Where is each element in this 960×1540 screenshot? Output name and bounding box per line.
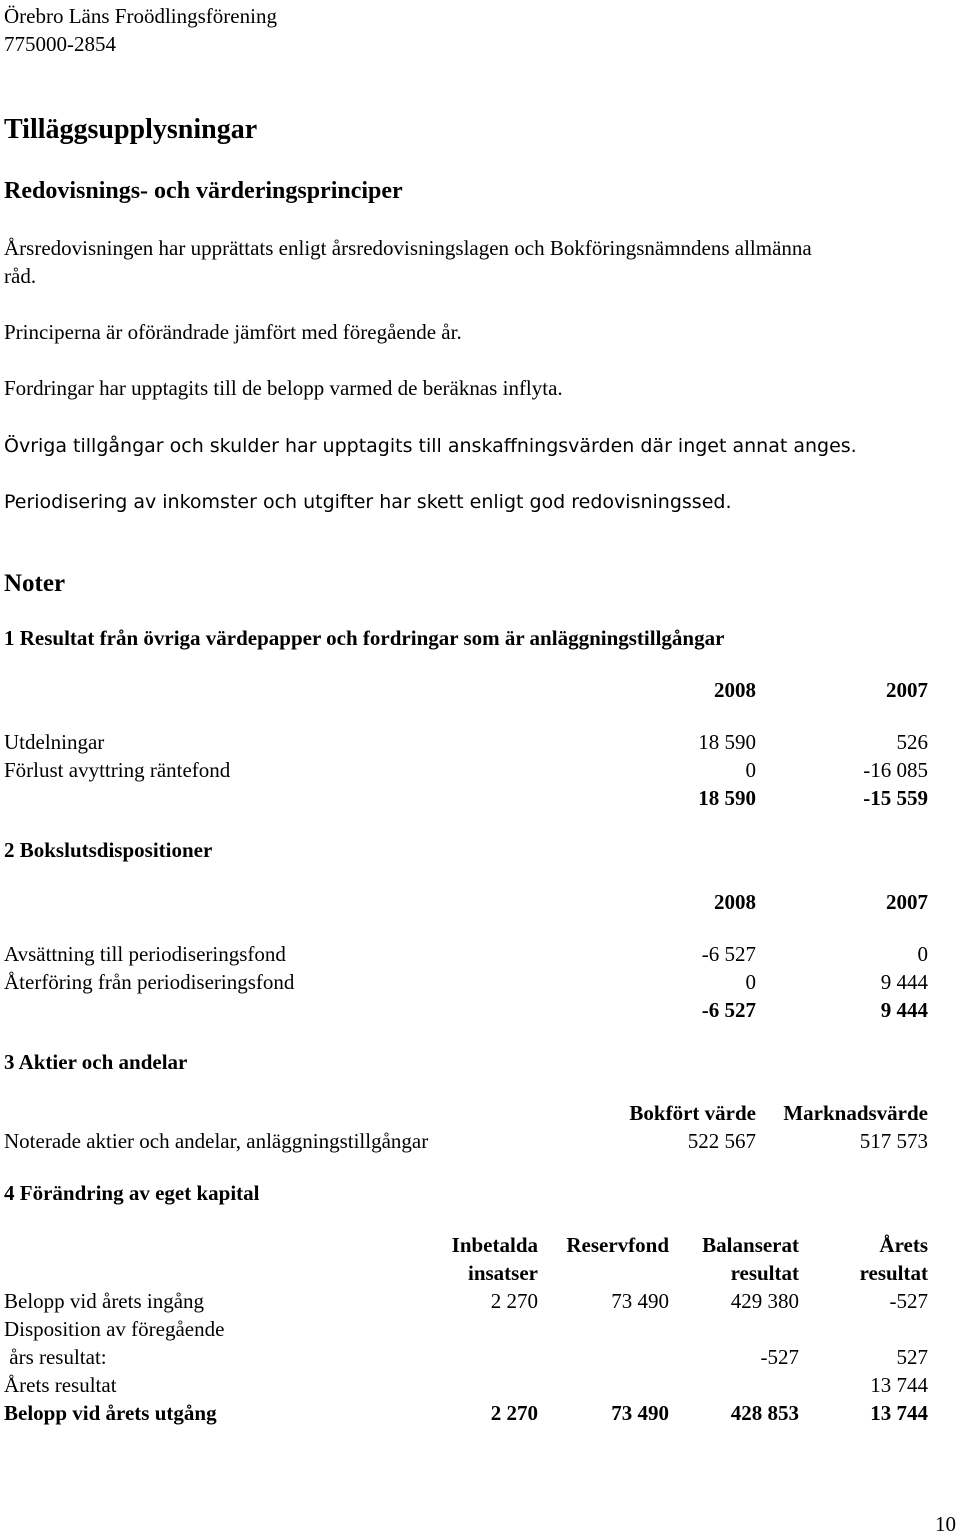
note4-row1-label: Belopp vid årets ingång bbox=[4, 1289, 205, 1313]
org-number: 775000-2854 bbox=[4, 32, 116, 56]
note4-col1-line2: insatser bbox=[468, 1261, 538, 1285]
note1-row1-label: Utdelningar bbox=[4, 730, 105, 754]
note4-col2: Reservfond bbox=[566, 1233, 669, 1257]
note4-row1-c2: 73 490 bbox=[611, 1289, 669, 1313]
principles-para5: Periodisering av inkomster och utgifter har skett enligt god redovisningssed. bbox=[4, 491, 732, 513]
note2-row1-label: Avsättning till periodiseringsfond bbox=[4, 942, 286, 966]
note1-heading: 1 Resultat från övriga värdepapper och fordringar som är anläggningstillgångar bbox=[4, 626, 725, 650]
note2-row2-label: Återföring från periodiseringsfond bbox=[4, 970, 295, 994]
note1-row1-2007: 526 bbox=[896, 730, 928, 754]
principles-para4: Övriga tillgångar och skulder har upptagits till anskaffningsvärden där inget annat anges. bbox=[4, 435, 857, 457]
note1-total-2007: -15 559 bbox=[863, 786, 928, 810]
note4-row4-c3: 428 853 bbox=[730, 1401, 799, 1425]
note4-row2-c4: 527 bbox=[896, 1345, 928, 1369]
note4-row1-c3: 429 380 bbox=[730, 1289, 799, 1313]
note1-row2-label: Förlust avyttring räntefond bbox=[4, 758, 231, 782]
note3-row-book: 522 567 bbox=[687, 1129, 756, 1153]
note4-row1-c4: -527 bbox=[889, 1289, 928, 1313]
note2-col-2008: 2008 bbox=[714, 890, 756, 914]
note3-row-label: Noterade aktier och andelar, anläggningstillgångar bbox=[4, 1129, 429, 1153]
note3-row-market: 517 573 bbox=[859, 1129, 928, 1153]
note4-row2-label-line1: Disposition av föregående bbox=[4, 1317, 225, 1341]
note1-row1-2008: 18 590 bbox=[698, 730, 756, 754]
page-number: 10 bbox=[935, 1512, 956, 1536]
note2-col-2007: 2007 bbox=[886, 890, 928, 914]
note4-row4-c1: 2 270 bbox=[490, 1401, 538, 1425]
note2-row2-2008: 0 bbox=[745, 970, 756, 994]
principles-para1-line1: Årsredovisningen har upprättats enligt årsredovisningslagen och Bokföringsnämndens allmänna bbox=[4, 236, 812, 260]
principles-para1-line2: råd. bbox=[4, 264, 37, 288]
note4-row4-label: Belopp vid årets utgång bbox=[4, 1401, 217, 1425]
note1-row2-2007: -16 085 bbox=[863, 758, 928, 782]
principles-para2: Principerna är oförändrade jämfört med föregående år. bbox=[4, 320, 462, 344]
note4-row3-label: Årets resultat bbox=[4, 1373, 117, 1397]
note4-row2-label: års resultat: bbox=[4, 1345, 107, 1369]
note4-col3-line1: Balanserat bbox=[702, 1233, 799, 1257]
note2-total-2008: -6 527 bbox=[701, 998, 756, 1022]
note4-row3-c4: 13 744 bbox=[870, 1373, 928, 1397]
note2-row2-2007: 9 444 bbox=[880, 970, 928, 994]
note4-col1-line1: Inbetalda bbox=[451, 1233, 538, 1257]
note4-row1-c1: 2 270 bbox=[490, 1289, 538, 1313]
note2-heading: 2 Bokslutsdispositioner bbox=[4, 838, 213, 862]
note1-col-2008: 2008 bbox=[714, 678, 756, 702]
note4-row4-c4: 13 744 bbox=[870, 1401, 928, 1425]
note3-col-market: Marknadsvärde bbox=[783, 1101, 928, 1125]
note3-heading: 3 Aktier och andelar bbox=[4, 1050, 188, 1074]
note3-col-book: Bokfört värde bbox=[629, 1101, 756, 1125]
note4-col4-line1: Årets bbox=[879, 1233, 928, 1257]
note4-heading: 4 Förändring av eget kapital bbox=[4, 1181, 260, 1205]
principles-heading: Redovisnings- och värderingsprinciper bbox=[4, 178, 403, 204]
note1-total-2008: 18 590 bbox=[698, 786, 756, 810]
note4-col3-line2: resultat bbox=[730, 1261, 799, 1285]
note2-row1-2007: 0 bbox=[917, 942, 928, 966]
note4-row4-c2: 73 490 bbox=[611, 1401, 669, 1425]
org-name: Örebro Läns Froödlingsförening bbox=[4, 4, 277, 28]
principles-para3: Fordringar har upptagits till de belopp varmed de beräknas inflyta. bbox=[4, 376, 563, 400]
note1-row2-2008: 0 bbox=[745, 758, 756, 782]
note2-row1-2008: -6 527 bbox=[701, 942, 756, 966]
note4-row2-c3: -527 bbox=[760, 1345, 799, 1369]
page-title: Tilläggsupplysningar bbox=[4, 114, 258, 145]
note4-col4-line2: resultat bbox=[859, 1261, 928, 1285]
noter-heading: Noter bbox=[4, 570, 66, 597]
note2-total-2007: 9 444 bbox=[880, 998, 928, 1022]
note1-col-2007: 2007 bbox=[886, 678, 928, 702]
